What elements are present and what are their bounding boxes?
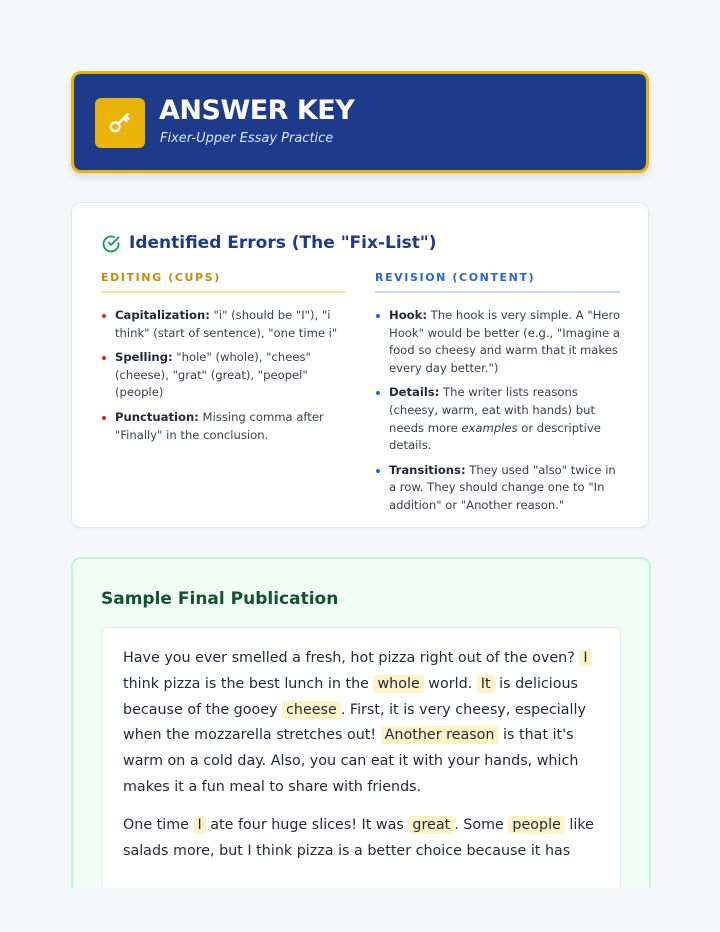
key-badge xyxy=(95,98,145,148)
revision-list xyxy=(375,307,623,522)
correction-highlight: people xyxy=(508,816,564,834)
page-title: ANSWER KEY xyxy=(159,95,355,126)
list-item: Transitions: They used "also" twice in a row. They should change one to "In addition" or "Another reason." xyxy=(375,462,623,515)
correction-highlight: cheese xyxy=(282,701,341,719)
list-item: Punctuation: Missing comma after "Finally" in the conclusion. xyxy=(101,409,351,444)
answer-key-header xyxy=(71,71,649,173)
correction-highlight: great xyxy=(408,816,454,834)
correction-highlight: I xyxy=(579,649,591,667)
page-subtitle: Fixer-Upper Essay Practice xyxy=(160,131,334,146)
essay-paper xyxy=(101,627,621,908)
list-item: Capitalization: "i" (should be "I"), "i think" (start of sentence), "one time i" xyxy=(101,307,351,342)
check-circle-icon xyxy=(101,234,121,254)
correction-highlight: I xyxy=(194,816,206,834)
identified-errors-card xyxy=(71,202,649,528)
essay-paragraph-1: Have you ever smelled a fresh, hot pizza right out of the oven? I think pizza is the best lunch in the whole world. It is delicious because of the gooey cheese . First, it is very cheesy, especially when the mozzarella stretches out! Another reason is that it's warm on a cold day. Also, you can eat it with your hands, which makes it a fun meal to share with friends. xyxy=(123,646,601,801)
sample-publication-card xyxy=(71,557,651,919)
sample-title: Sample Final Publication xyxy=(101,589,339,609)
errors-title: Identified Errors (The "Fix-List") xyxy=(129,233,437,253)
page-bottom-edge xyxy=(0,888,720,932)
essay-text xyxy=(123,646,601,876)
editing-heading: EDITING (CUPS) xyxy=(101,271,346,293)
editing-list xyxy=(101,307,351,451)
revision-heading: REVISION (CONTENT) xyxy=(375,271,620,293)
key-icon xyxy=(107,110,133,136)
list-item: Spelling: "hole" (whole), "chees" (cheese), "grat" (great), "peopel" (people) xyxy=(101,349,351,402)
list-item: Hook: The hook is very simple. A "Hero Hook" would be better (e.g., "Imagine a food so cheesy and warm that it makes every day better.") xyxy=(375,307,623,377)
correction-highlight: whole xyxy=(373,675,423,693)
essay-paragraph-2: One time I ate four huge slices! It was great . Some people like salads more, but I think pizza is a better choice because it has xyxy=(123,816,594,859)
list-item: Details: The writer lists reasons (cheesy, warm, eat with hands) but needs more examples or descriptive details. xyxy=(375,384,623,454)
correction-highlight: Another reason xyxy=(381,726,499,744)
correction-highlight: It xyxy=(477,675,495,693)
